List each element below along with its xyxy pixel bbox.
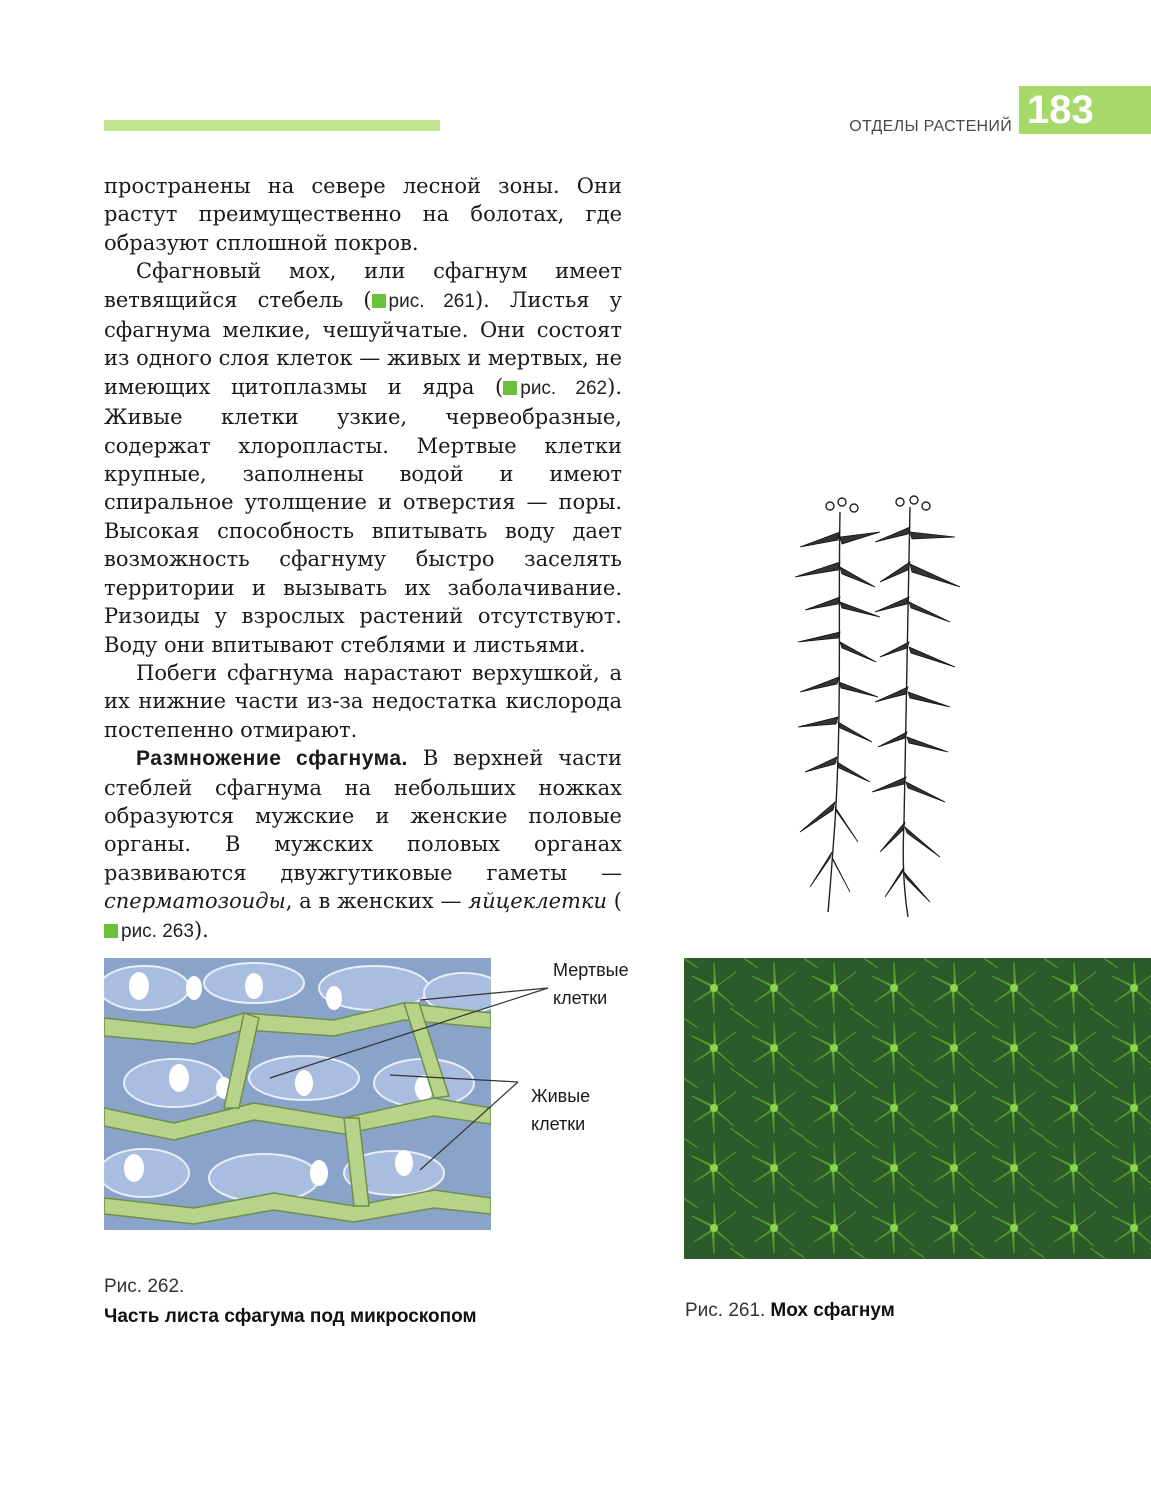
label-living-cells: Живые клетки <box>531 1086 591 1134</box>
sphagnum-drawing <box>780 492 970 922</box>
green-square-icon <box>104 924 118 938</box>
figure-ref-263: рис. 263 <box>104 921 194 942</box>
paragraph-2: Сфагновый мох, или сфагнум имеет ветвящийся стебель ( рис. 261). Листья у сфагнума мелкие, чешуйчатые. Они состоят из одного слоя клеток — живых и мертвых, не имеющих цитоплазмы и ядра ( рис. 262). Живые клетки узкие, червеобразные, содержат хлоропласты. Мертвые клетки крупные, заполнены водой и имеют спиральное утолщение и отверстия — поры. Высокая способность впитывать воду дает возможность сфагнуму быстро заселять территории и вызывать их заболачивание. Ризоиды у взрослых растений отсутствуют. Воду они впитывают стеблями и листьями. <box>104 259 622 657</box>
green-square-icon <box>372 294 386 308</box>
figure-ref-262: рис. 262 <box>503 378 607 399</box>
green-square-icon <box>503 381 517 395</box>
body-text <box>104 172 622 946</box>
figure-262-caption: Рис. 262. Часть листа сфагума под микроскопом <box>104 1276 477 1327</box>
paragraph-3: Побеги сфагнума нарастают верхушкой, а их нижние части из-за недостатка кислорода постепенно отмирают. <box>104 660 622 742</box>
page-number: 183 <box>1019 86 1151 134</box>
paragraph-1: пространены на севере лесной зоны. Они растут преимущественно на болотах, где образуют сплошной покров. <box>104 174 622 255</box>
subheading-reproduction: Размножение сфагнума. <box>136 747 408 771</box>
moss-photo <box>684 958 1151 1259</box>
term-egg-cells: яйцеклетки <box>468 889 607 914</box>
paragraph-4: Размножение сфагнума. В верхней части стеблей сфагнума на небольших ножках образуются мужские и женские половые органы. В мужских половых органах развиваются двужгутиковые гаметы — сперматозоиды, а в женских — яйцеклетки (рис. 263). <box>104 746 622 942</box>
term-spermatozoa: сперматозоиды <box>104 889 286 914</box>
figure-261-caption: Рис. 261. Мох сфагнум <box>685 1300 895 1321</box>
leaf-microscope-image <box>104 958 491 1230</box>
section-title: ОТДЕЛЫ РАСТЕНИЙ <box>849 118 1012 135</box>
figure-ref-261: рис. 261 <box>372 291 475 312</box>
label-dead-cells: Мертвые клетки <box>553 960 629 1008</box>
header-accent-bar <box>104 120 440 131</box>
